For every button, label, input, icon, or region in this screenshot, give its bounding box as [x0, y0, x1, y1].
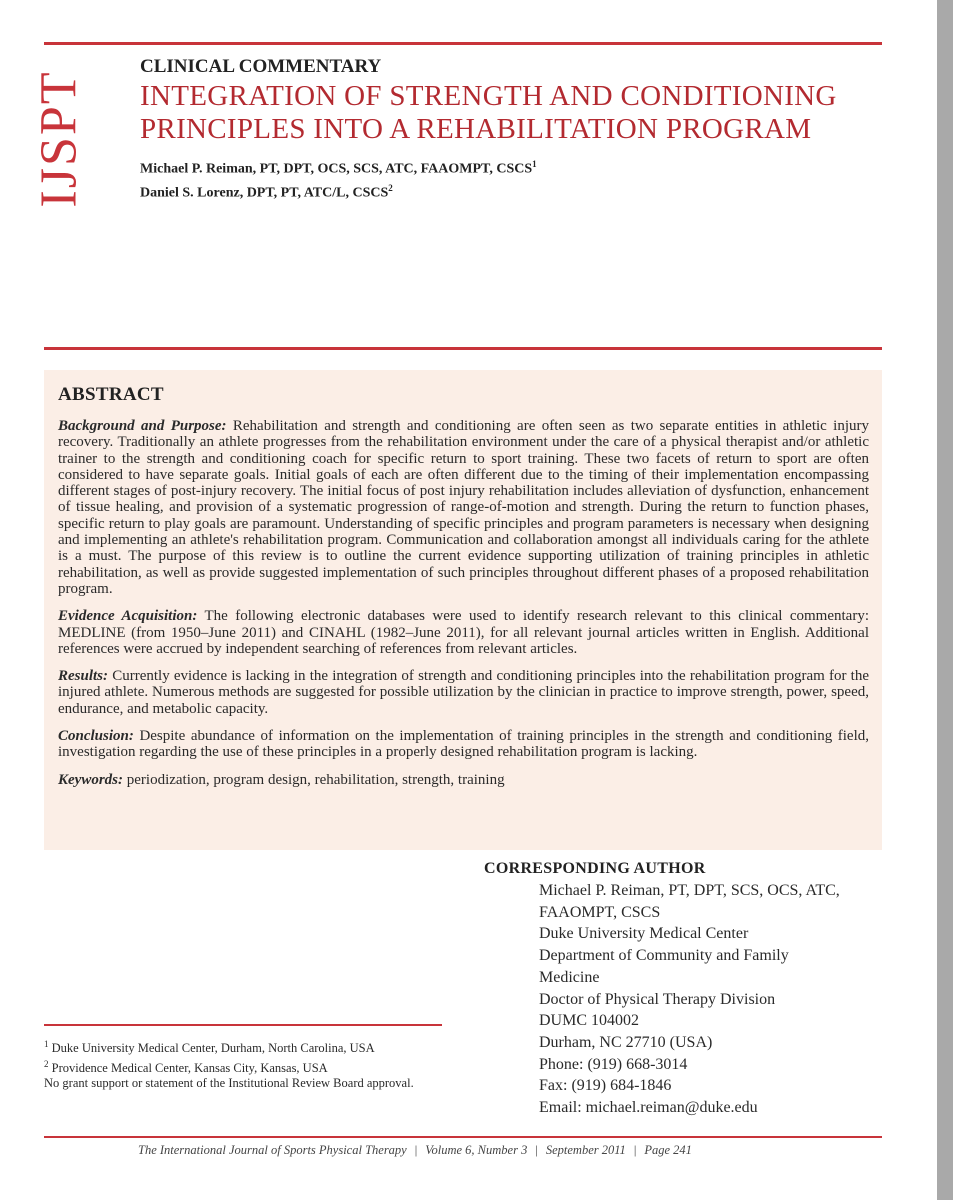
fax-line: Fax: (919) 684-1846: [539, 1077, 672, 1095]
abstract-heading: ABSTRACT: [58, 384, 164, 405]
footer-rule: [44, 1136, 882, 1138]
contact-line: DUMC 104002: [539, 1012, 640, 1030]
abstract-background: [58, 418, 869, 597]
abstract-results: [58, 668, 869, 717]
article-title-line: INTEGRATION OF STRENGTH AND CONDITIONING: [140, 80, 837, 112]
affiliation-marker: 1: [532, 159, 537, 169]
author: Michael P. Reiman, PT, DPT, OCS, SCS, ATC, FAAOMPT, CSCS$^1$: [140, 159, 537, 177]
corresponding-author-details: [539, 880, 840, 1119]
footnote: No grant support or statement of the Institutional Review Board approval.: [44, 1076, 414, 1091]
footnote-marker: 1: [44, 1039, 49, 1049]
abstract-keywords: [58, 772, 869, 788]
article-title: [140, 80, 900, 146]
contact-line: Department of Community and Family: [539, 947, 789, 965]
section-text: Currently evidence is lacking in the integration of strength and conditioning principles into the rehabilitation program for the injured athlete. Numerous methods are suggested for possible utilization by the clinician in practice to improve strength, power, speed, endurance, and metabolic capacity.: [58, 668, 869, 717]
footnote: $^1$ Duke University Medical Center, Durham, North Carolina, USA: [44, 1039, 375, 1056]
affiliation-marker: 2: [388, 182, 393, 193]
footnote: $^2$ Providence Medical Center, Kansas City, Kansas, USA: [44, 1058, 328, 1075]
header-bottom-rule: [44, 347, 882, 350]
header-top-rule: [44, 42, 882, 45]
section-label: Evidence Acquisition:: [58, 608, 198, 625]
journal-logo: [31, 58, 88, 220]
corresponding-author-heading: CORRESPONDING AUTHOR: [484, 860, 706, 877]
email-line[interactable]: Email: michael.reiman@duke.edu: [539, 1099, 758, 1117]
author-list: [140, 155, 537, 202]
section-label: Results:: [58, 668, 109, 685]
page-edge-shadow: [937, 0, 953, 1200]
footnote-rule: [44, 1024, 442, 1026]
abstract-evidence: [58, 608, 869, 657]
contact-line: Medicine: [539, 968, 600, 986]
footer-volume: Volume 6, Number 3: [425, 1143, 528, 1157]
journal-logo-text: IJSPT: [31, 70, 88, 208]
contact-line: Duke University Medical Center: [539, 925, 749, 943]
section-label: Conclusion:: [58, 728, 134, 745]
contact-line: Durham, NC 27710 (USA): [539, 1033, 713, 1051]
section-text: Despite abundance of information on the implementation of training principles in the strength and conditioning field, investigation regarding the use of these principles in a properly designed rehabilitation program is lacking.: [58, 728, 870, 761]
article-title-line: PRINCIPLES INTO A REHABILITATION PROGRAM: [140, 113, 812, 145]
footnote-marker: 2: [44, 1058, 49, 1069]
keywords-text: periodization, program design, rehabilitation, strength, training: [126, 771, 505, 788]
contact-line: Michael P. Reiman, PT, DPT, SCS, OCS, ATC,: [539, 882, 840, 899]
contact-line: Doctor of Physical Therapy Division: [539, 990, 776, 1008]
section-label: Background and Purpose:: [58, 418, 227, 434]
abstract-conclusion: [58, 728, 869, 761]
footer-date: September 2011: [545, 1143, 626, 1157]
author: Daniel S. Lorenz, DPT, PT, ATC/L, CSCS$^2$: [140, 182, 393, 201]
footer-page: Page 241: [644, 1143, 692, 1157]
abstract-box: [44, 370, 882, 850]
page-footer: The International Journal of Sports Physical Therapy | Volume 6, Number 3 | September 2011 | Page 241: [138, 1143, 692, 1157]
footer-journal: The International Journal of Sports Physical Therapy: [138, 1143, 407, 1157]
phone-line: Phone: (919) 668-3014: [539, 1055, 688, 1073]
section-text: The following electronic databases were used to identify research relevant to this clinical commentary: MEDLINE (from 1950–June 2011) and CINAHL (1982–June 2011), for all relevant journal articles written in English. Additional references were accrued by independent searching of references from relevant articles.: [58, 608, 869, 657]
footnotes: [44, 1037, 444, 1092]
section-text: Rehabilitation and strength and conditioning are often seen as two separate entities in athletic injury recovery. Traditionally an athlete progresses from the rehabilitation environment under the care of a physical therapist and/or athletic trainer to the strength and conditioning coach for specific return to sport training. These two facets of return to sport are often considered to have separate goals. Initial goals of each are often different due to the timing of their implementation encompassing different stages of post-injury recovery. The initial focus of post injury rehabilitation includes alleviation of dysfunction, enhancement of tissue healing, and provision of a systematic progression of range-of-motion and strength. During the return to function phases, specific return to play goals are paramount. Understanding of specific principles and program parameters is necessary when designing and implementing an athlete's rehabilitation program. Communication and collaboration amongst all individuals caring for the athlete is a must. The purpose of this review is to outline the current evidence supporting utilization of training principles in athletic rehabilitation, as well as provide suggested implementation of such principles throughout different phases of a proposed rehabilitation program.: [58, 418, 870, 597]
contact-line: FAAOMPT, CSCS: [539, 903, 661, 921]
article-type: CLINICAL COMMENTARY: [140, 56, 382, 77]
section-label: Keywords:: [58, 771, 123, 788]
corresponding-author: [484, 860, 840, 1119]
